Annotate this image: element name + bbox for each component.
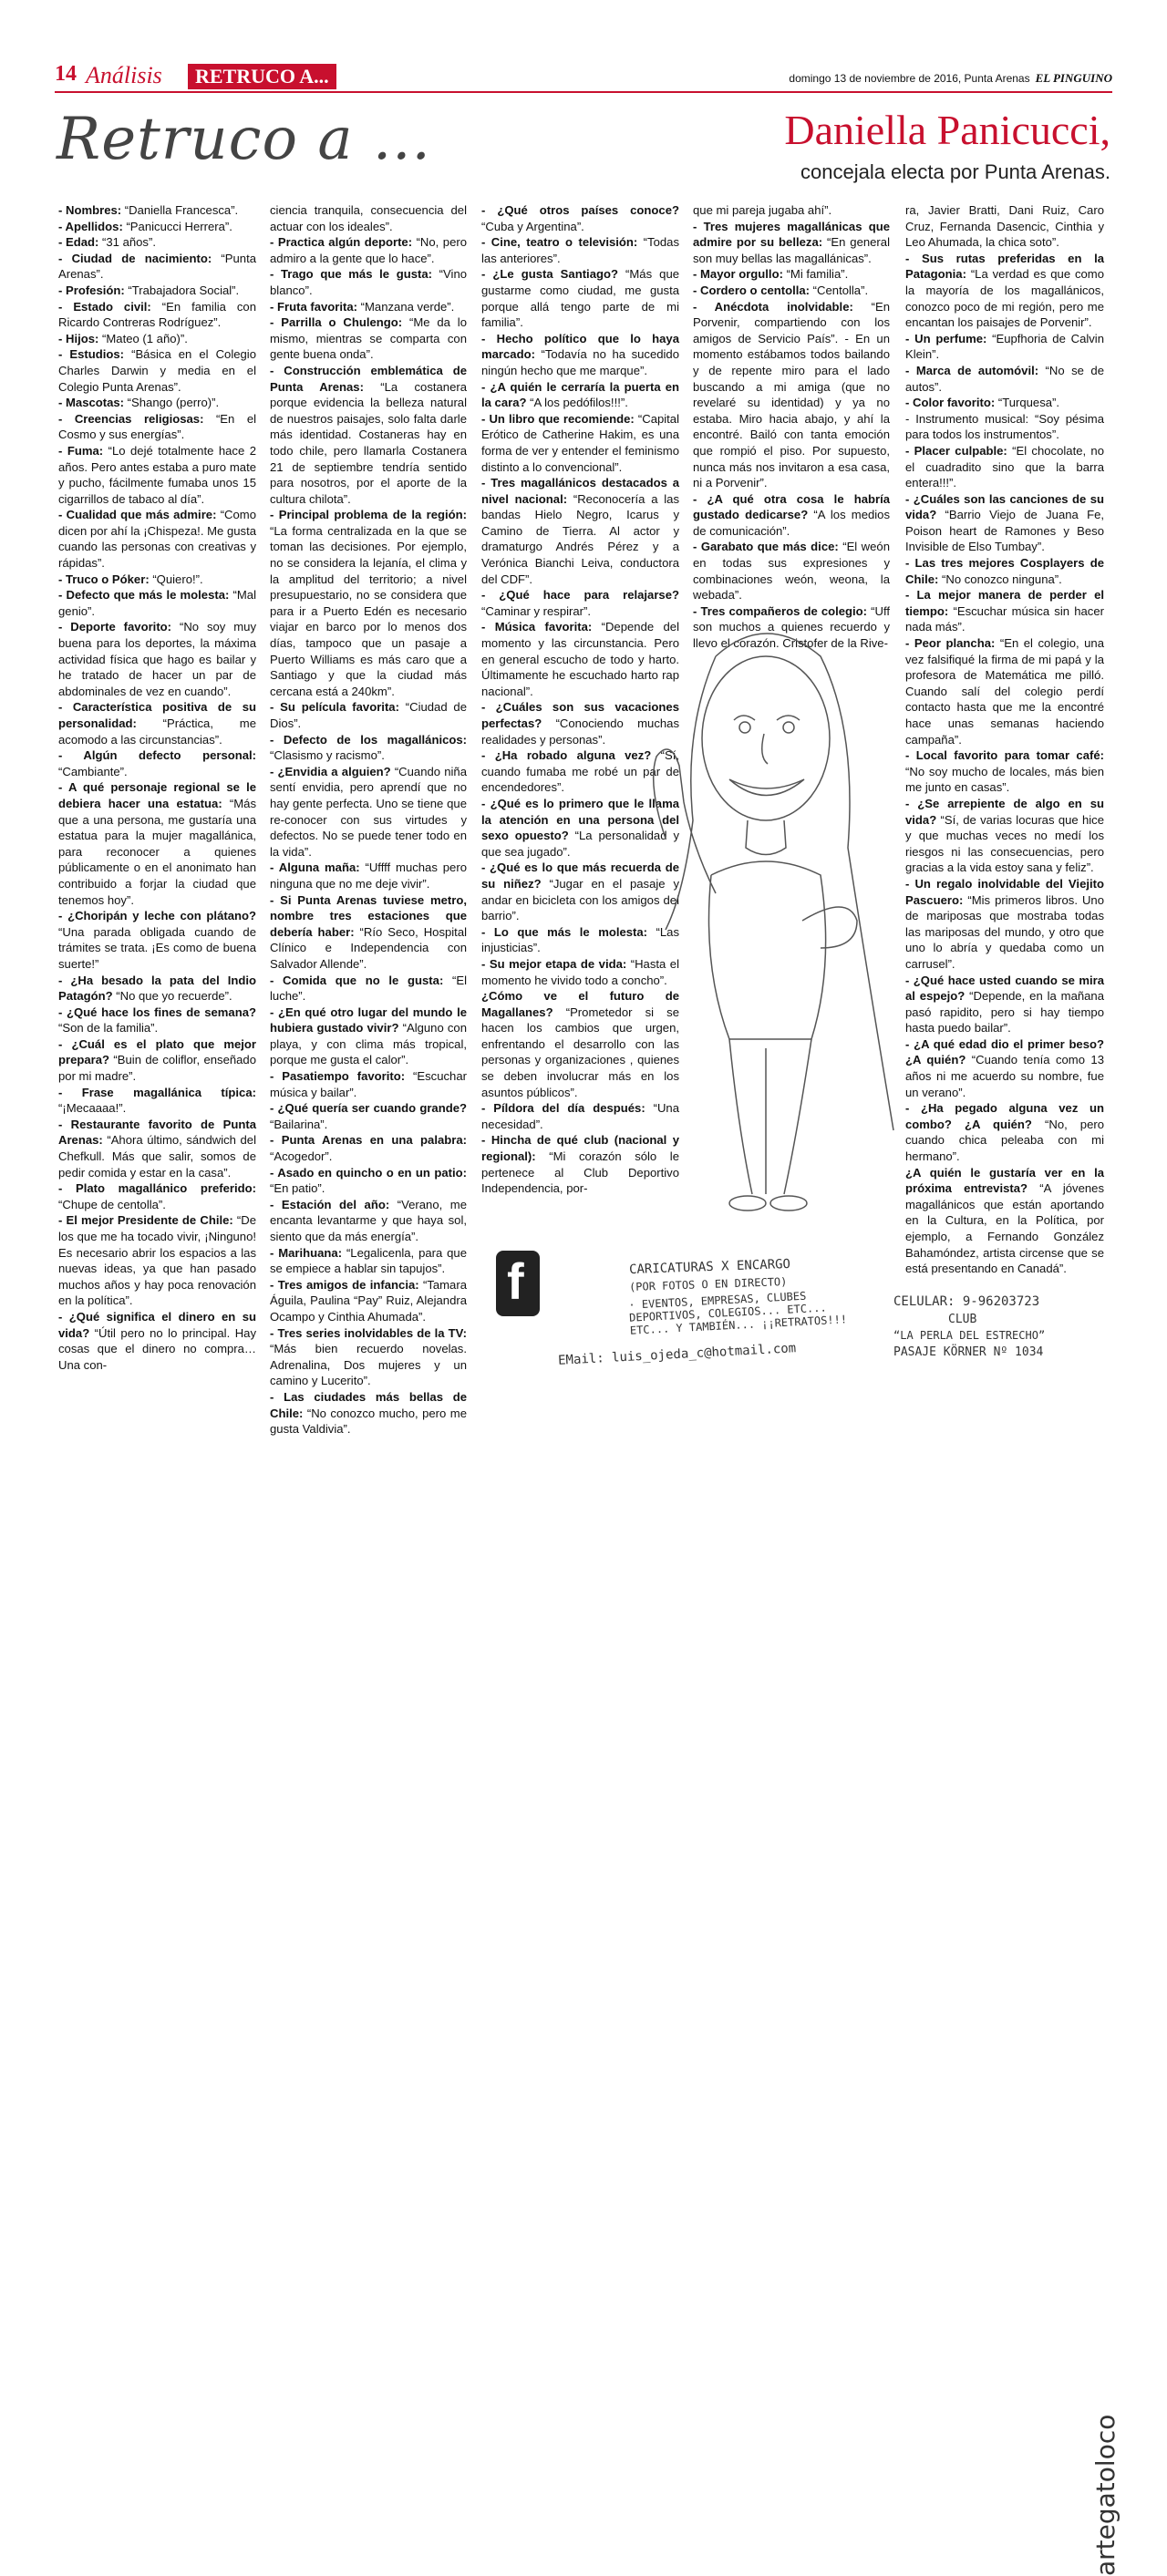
column-2	[270, 202, 467, 1437]
answer: “Punta Arenas”.	[58, 251, 256, 282]
qa-item	[58, 587, 256, 619]
question: - ¿Qué es lo que más recuerda de su niñez?	[481, 860, 679, 891]
qa-item	[693, 299, 890, 491]
answer: - Instrumento musical: “Soy pésima para todos los instrumentos”.	[905, 411, 1104, 442]
qa-item	[58, 234, 256, 251]
answer: “Conociendo muchas realidades y personas”.	[481, 716, 679, 747]
answer: “Tamara Águila, Paulina “Pay” Ruiz, Alejandra Ocampo y Cinthia Ahumada”.	[270, 1277, 467, 1324]
answer: “Hasta el momento he vivido todo a concho”.	[481, 956, 679, 987]
ad-address: PASAJE KÖRNER Nº 1034	[893, 1345, 1044, 1359]
answer: “Mal genio”.	[58, 588, 256, 618]
answer: “Sí, cuando fumaba me robé un par de encendedores”.	[481, 748, 679, 795]
answer: “En el Cosmo y sus energías”.	[58, 411, 257, 442]
caricature-illustration	[629, 620, 903, 1221]
answer: “Caminar y respirar”.	[481, 603, 592, 618]
qa-item	[905, 876, 1104, 973]
page-number: 14	[55, 62, 77, 86]
question: - Cualidad que más admire:	[58, 508, 217, 522]
qa-item	[58, 1180, 256, 1212]
answer: “Chupe de centolla”.	[58, 1197, 166, 1211]
qa-item	[58, 346, 256, 395]
answer: “No soy muy buena para los deportes, la máxima actividad física que hago es bailar y he tratado de hacer un par de abdominales de vez en cuando”.	[58, 620, 257, 698]
answer: “Las injusticias”.	[481, 924, 680, 955]
ad-club: CLUB	[948, 1313, 977, 1326]
qa-item	[58, 219, 256, 235]
answer: “Uff son muchos a quienes recuerdo y llevo el corazón. Cristofer de la Rive-	[693, 603, 891, 651]
qa-item	[481, 379, 679, 411]
qa-item	[270, 1132, 467, 1164]
answer: “Capital Erótico de Catherine Hakim, es una forma de ver y entender el feminismo distinto a lo convencional”.	[481, 411, 679, 474]
qa-item	[905, 411, 1104, 443]
question: - Marihuana:	[270, 1245, 343, 1260]
answer: “Cambiante”.	[58, 764, 128, 778]
question: - ¿Cuáles son sus vacaciones perfectas?	[481, 700, 679, 730]
question: - Tres series inolvidables de la TV:	[270, 1325, 467, 1340]
answer: “Buin de coliflor, enseñado por mi madre”.	[58, 1053, 256, 1084]
answer: ciencia tranquila, consecuencia del actuar con los ideales”.	[270, 203, 467, 233]
answer: “El chocolate, no el cuadradito sino que la barra entera!!!”.	[905, 443, 1105, 490]
answer: “La personalidad y que sea jugado”.	[481, 829, 679, 859]
qa-item	[270, 732, 467, 764]
question: - Garabato que más dice:	[693, 540, 839, 554]
ad-line-3: · EVENTOS, EMPRESAS, CLUBES DEPORTIVOS, COLEGIOS... ETC... ETC... Y TAMBIÉN... ¡¡RETRATOS!!!	[628, 1289, 848, 1337]
qa-item	[270, 973, 467, 1005]
question: - Característica positiva de su personalidad:	[58, 700, 256, 730]
section-tag: RETRUCO A...	[188, 64, 336, 89]
qa-item	[58, 411, 256, 443]
question: - ¿Ha robado alguna vez?	[481, 748, 652, 763]
qa-item	[58, 572, 256, 588]
question: - Frase magallánica típica:	[58, 1085, 256, 1099]
qa-item	[58, 1212, 256, 1309]
question: - Cordero o centolla:	[693, 283, 811, 297]
answer: “Mi corazón sólo le pertenece al Club Deportivo Independencia, por-	[481, 1149, 679, 1196]
question: - Tres compañeros de colegio:	[693, 603, 868, 618]
question: - Algún defecto personal:	[58, 748, 256, 763]
answer: “Río Seco, Hospital Clínico e Independencia con Salvador Allende”.	[270, 924, 468, 971]
answer: “Panicucci Herrera”.	[122, 219, 232, 233]
answer: “No, pero admiro a la gente que lo hace”.	[270, 235, 467, 265]
question: - A qué personaje regional se le debiera hacer una estatua:	[58, 780, 256, 810]
qa-item	[693, 491, 890, 540]
qa-item	[905, 331, 1104, 363]
question: - Trago que más le gusta:	[270, 267, 433, 282]
question: - Defecto de los magallánicos:	[270, 732, 467, 747]
answer: “En general son muy bellas las magallánicas”.	[693, 235, 890, 265]
question: - ¿Qué hace usted cuando se mira al espejo?	[905, 973, 1104, 1004]
qa-item	[58, 299, 256, 331]
question: - Profesión:	[58, 283, 125, 297]
question: - Si Punta Arenas tuviese metro, nombre tres estaciones que debería haber:	[270, 892, 467, 939]
answer: “El luche”.	[270, 973, 468, 1004]
answer: “No, pero cuando chica peleaba con mi hermano”.	[905, 1117, 1105, 1164]
question: - Un regalo inolvidable del Viejito Pascuero:	[905, 876, 1104, 907]
answer: “Más que gustarme como ciudad, me gusta porque allá tengo parte de mi familia”.	[481, 267, 680, 330]
question: - Un libro que recomiende:	[481, 411, 635, 426]
answer: “Prometedor si se hacen los cambios que urgen, enfrentando el desarrollo con las personas y organizaciones , quienes se deben involucrar más en los asuntos públicos”.	[481, 1005, 679, 1099]
answer: “No conozco ninguna”.	[938, 572, 1062, 586]
answer: “Eupfhoria de Calvin Klein”.	[905, 331, 1104, 362]
answer: “A los pedófilos!!!”.	[526, 396, 628, 410]
answer: “Todavía no ha sucedido ningún hecho que me marque”.	[481, 347, 679, 377]
question: - Principal problema de la región:	[270, 508, 467, 522]
answer: “Trabajadora Social”.	[124, 283, 240, 297]
question: - ¿En qué otro lugar del mundo le hubiera gustado vivir?	[270, 1005, 467, 1036]
question: - Píldora del día después:	[481, 1101, 645, 1116]
qa-item	[905, 635, 1104, 747]
question: - ¿A qué edad dio el primer beso? ¿A quién?	[905, 1036, 1104, 1067]
answer: “Una parada obligada cuando de trámites se trata. ¡Es como de buena suerte!”	[58, 924, 256, 971]
answer: “En familia con Ricardo Contreras Rodríguez”.	[58, 299, 256, 330]
answer: “Shango (perro)”.	[124, 396, 220, 410]
answer: “Alguno con playa, y con clima más tropical, porque me gusta el calor”.	[270, 1021, 467, 1067]
question: - ¿Ha pegado alguna vez un combo? ¿A quién?	[905, 1101, 1104, 1131]
qa-item	[270, 202, 467, 234]
qa-item	[905, 491, 1104, 555]
interviewee-role: concejala electa por Punta Arenas.	[800, 160, 1110, 183]
question: - Local favorito para tomar café:	[905, 748, 1104, 763]
ad-email: EMail: luis_ojeda_c@hotmail.com	[557, 1341, 797, 1368]
qa-item	[481, 475, 679, 587]
qa-item	[270, 1068, 467, 1100]
qa-item	[693, 539, 890, 603]
question: ¿A quién le gustaría ver en la próxima entrevista?	[905, 1165, 1104, 1196]
answer: “Turquesa”.	[995, 396, 1060, 410]
answer: “No se de autos”.	[905, 363, 1104, 394]
qa-item	[693, 283, 890, 299]
qa-item	[481, 234, 679, 266]
question: - Practica algún deporte:	[270, 235, 413, 250]
question: - Defecto que más le molesta:	[58, 588, 230, 603]
qa-item	[270, 1389, 467, 1437]
qa-item	[270, 1197, 467, 1245]
question: - Ciudad de nacimiento:	[58, 251, 212, 265]
qa-item	[58, 747, 256, 779]
answer: “Bailarina”.	[270, 1117, 328, 1131]
answer: “Depende, en la mañana pasó rapidito, pero si hay tiempo hasta puedo bailar”.	[905, 989, 1104, 1036]
answer: “Útil pero no lo principal. Hay cosas que el dinero no compra… Una con-	[58, 1325, 256, 1372]
question: - Las ciudades más bellas de Chile:	[270, 1389, 467, 1420]
question: - ¿Qué hace los fines de semana?	[58, 1005, 256, 1019]
answer: “En Porvenir, compartiendo con los amigos de Servicio País”. - En un momento estábamos todos bailando y de repente miro para el lado buscando a mi amiga (que no revelaré su identidad) y ya no estaba. Miro hacia abajo, y ahí la encontré. Bailó con tanta emoción que rompió el piso. Por supuesto, nunca más nos invitaron a esa casa, ni a Porvenir”.	[693, 299, 890, 490]
answer: “En patio”.	[270, 1181, 325, 1196]
answer: “Jugar en el pasaje y andar en bicicleta con los amigos del barrio”.	[481, 876, 679, 923]
answer: “Mi familia”.	[782, 267, 849, 282]
question: - Tres magallánicos destacados a nivel nacional:	[481, 476, 679, 506]
answer: “Escuchar música sin hacer nada más”.	[905, 603, 1104, 634]
answer: “Cuba y Argentina”.	[481, 219, 584, 233]
qa-item	[905, 395, 1104, 411]
answer: “Mis primeros libros. Uno de mariposas que mostraba todas las mariposas del mundo, y otro que uno lo abría y quedaba como un carrusel”.	[905, 892, 1104, 971]
answer: “Reconocería a las bandas Hielo Negro, Icarus y Camino de Tierra. Al actor y dramaturgo Andrés Pérez y a Verónica Bianchi Leiva, conductora del CDF”.	[481, 491, 679, 586]
question: - ¿Qué quería ser cuando grande?	[270, 1101, 467, 1116]
question: - ¿Qué otros países conoce?	[481, 203, 679, 217]
answer: “La verdad es que como la mayoría de los magallánicos, conozco poco de mi región, pero me encantan los paisajes de Porvenir”.	[905, 267, 1104, 330]
dateline	[789, 71, 1112, 86]
question: - ¿Choripán y leche con plátano?	[58, 909, 256, 923]
question: - ¿Ha besado la pata del Indio Patagón?	[58, 973, 256, 1004]
question: - Creencias religiosas:	[58, 411, 204, 426]
qa-item	[58, 619, 256, 699]
qa-item	[270, 314, 467, 363]
qa-item	[693, 219, 890, 267]
answer: “Mateo (1 año)”.	[98, 331, 188, 345]
qa-item	[693, 202, 890, 219]
answer: “No que yo recuerde”.	[112, 989, 232, 1004]
question: - ¿Envidia a alguien?	[270, 764, 391, 778]
answer: “Lo dejé totalmente hace 2 años. Pero antes estaba a puro mate y pucho, fácilmente fumaba unos 15 cigarrillos de tabaco al día”.	[58, 443, 257, 506]
question: - El mejor Presidente de Chile:	[58, 1213, 233, 1228]
qa-item	[270, 1005, 467, 1068]
ad-line-1: CARICATURAS X ENCARGO	[628, 1256, 791, 1278]
qa-item	[270, 1325, 467, 1389]
answer: “A jóvenes magallánicos que están aportando en la Cultura, en la Política, por ejemplo, a Fernando González Bahamóndez, artista circense que se está presentando en Canadá”.	[905, 1181, 1104, 1276]
answer: “A los medios de comunicación”.	[693, 508, 890, 538]
qa-item	[58, 251, 256, 283]
qa-item	[481, 331, 679, 379]
question: - Estudios:	[58, 347, 125, 362]
column-5	[905, 202, 1104, 1277]
qa-item	[58, 1005, 256, 1036]
question: - Lo que más le molesta:	[481, 924, 648, 939]
qa-item	[270, 234, 467, 266]
answer: ra, Javier Bratti, Dani Ruiz, Caro Cruz, Fernanda Dasencic, Cinthia y Leo Ahumada, la chica soto”.	[905, 203, 1104, 250]
qa-item	[270, 860, 467, 891]
answer: “De los que me ha tocado vivir, ¡Ninguno! Es necesario abrir los espacios a las nuevas ideas, ya que han pasado muchos años y hay poca renovación en la política”.	[58, 1213, 256, 1308]
question: - ¿Cuál es el plato que mejor prepara?	[58, 1036, 256, 1067]
answer: “Barrio Viejo de Juana Fe, Poison heart de Ramones y Beso Invisible de Elso Tumbay”.	[905, 508, 1104, 554]
answer: “¡Mecaaaa!”.	[58, 1101, 127, 1116]
question: - ¿Qué significa el dinero en su vida?	[58, 1309, 256, 1340]
question: - Las tres mejores Cosplayers de Chile:	[905, 556, 1104, 586]
question: - Fruta favorita:	[270, 299, 358, 314]
question: - Comida que no le gusta:	[270, 973, 444, 987]
answer: “Me da lo mismo, mientras se comparta con gente buena onda”.	[270, 315, 467, 362]
answer: “La costanera porque evidencia la belleza natural de nuestros paisajes, solo falta darle más identidad. Costaneras hay en todo chile, pero llamarla Costanera 21 de septiembre tendría sentido para nosotros, por el aporte de la cultura chilota”.	[270, 379, 467, 506]
question: - Anécdota inolvidable:	[693, 299, 853, 314]
qa-item	[270, 507, 467, 699]
question: - ¿Qué es lo primero que le llama la atención en una persona del sexo opuesto?	[481, 796, 679, 843]
question: - ¿Le gusta Santiago?	[481, 267, 618, 282]
answer: “Centolla”.	[810, 283, 869, 297]
qa-item	[693, 266, 890, 283]
question: - ¿A qué otra cosa le habría gustado dedicarse?	[693, 491, 890, 522]
question: - Parrilla o Chulengo:	[270, 315, 403, 330]
qa-item	[905, 251, 1104, 331]
qa-item	[58, 331, 256, 347]
question: - Pasatiempo favorito:	[270, 1069, 406, 1084]
question: - Estado civil:	[58, 299, 151, 314]
qa-item	[58, 1085, 256, 1117]
qa-item	[58, 1117, 256, 1180]
qa-item	[270, 892, 467, 973]
qa-item	[58, 699, 256, 747]
answer: “Cuando niña sentí envidia, pero aprendí que no hay gente perfecta. Uno se tiene que re-conocer con sus virtudes y defectos. No se puede tener todo en la vida”.	[270, 764, 467, 859]
question: - Edad:	[58, 235, 99, 250]
answer: “Ahora último, sándwich del Chefkull. Más que salir, somos de pedir comida y estar en la casa”.	[58, 1133, 256, 1180]
qa-item	[58, 908, 256, 972]
ad-phone: CELULAR: 9-96203723	[893, 1294, 1040, 1309]
question: - Plato magallánico preferido:	[58, 1181, 256, 1196]
column-1	[58, 202, 256, 1373]
answer: “31 años”.	[98, 235, 156, 250]
question: - Deporte favorito:	[58, 620, 172, 634]
answer: “Clasismo y racismo”.	[270, 748, 385, 763]
question: - Hecho político que lo haya marcado:	[481, 331, 679, 362]
qa-item	[270, 1277, 467, 1325]
qa-item	[905, 1036, 1104, 1100]
answer: “Práctica, me acomodo a las circunstancias”.	[58, 716, 256, 747]
answer: “El weón en todas sus expresiones y combinaciones weón, weona, la webada”.	[693, 540, 890, 603]
qa-item	[58, 443, 256, 507]
answer: “No conozco mucho, pero me gusta Valdivia”.	[270, 1406, 467, 1437]
question: - Apellidos:	[58, 219, 123, 233]
date-place: domingo 13 de noviembre de 2016, Punta Arenas	[789, 72, 1030, 85]
question: - Música favorita:	[481, 620, 593, 634]
answer: “Legalicenla, para que se empiece a hablar sin tapujos”.	[270, 1245, 467, 1276]
ad-club-name: “LA PERLA DEL ESTRECHO”	[893, 1329, 1046, 1342]
question: - Asado en quincho o en un patio:	[270, 1165, 467, 1180]
qa-item	[905, 363, 1104, 395]
question: - ¿Se arrepiente de algo en su vida?	[905, 796, 1104, 827]
question: - Tres mujeres magallánicas que admire por su belleza:	[693, 219, 890, 250]
question: - Mayor orgullo:	[693, 267, 783, 282]
qa-item	[905, 747, 1104, 796]
answer: “Daniella Francesca”.	[121, 203, 239, 217]
question: - Mascotas:	[58, 396, 125, 410]
qa-item	[481, 587, 679, 619]
section-name: Análisis	[86, 62, 162, 88]
question: ¿Cómo ve el futuro de Magallanes?	[481, 989, 679, 1019]
answer: que mi pareja jugaba ahí”.	[693, 203, 832, 217]
question: - Fuma:	[58, 443, 104, 458]
qa-item	[905, 973, 1104, 1036]
qa-item	[270, 363, 467, 507]
answer: “Escuchar música y bailar”.	[270, 1069, 467, 1099]
answer: “No soy mucho de locales, más bien me junto en casas”.	[905, 764, 1104, 795]
question: - Estación del año:	[270, 1197, 390, 1211]
qa-item	[481, 411, 679, 475]
question: - Hincha de qué club (nacional y regional):	[481, 1133, 679, 1164]
qa-item	[58, 1309, 256, 1373]
qa-item	[905, 796, 1104, 876]
qa-item	[58, 202, 256, 219]
answer: “Manzana verde”.	[357, 299, 455, 314]
answer: “Depende del momento y las circunstancia. Pero en general escucho de todo y harto. Últimamente he escuchado harto rap nacional”.	[481, 620, 680, 698]
qa-item	[58, 973, 256, 1005]
qa-item	[270, 299, 467, 315]
answer: “Más bien recuerdo novelas. Adrenalina, Dos mujeres y un camino y Lucerito”.	[270, 1342, 467, 1388]
qa-item	[905, 443, 1104, 491]
question: - Hijos:	[58, 331, 99, 345]
question: - Placer culpable:	[905, 443, 1007, 458]
answer: “Quiero!”.	[149, 572, 203, 586]
question: - Restaurante favorito de Punta Arenas:	[58, 1117, 256, 1148]
ad-line-2: (POR FOTOS O EN DIRECTO)	[628, 1274, 788, 1294]
qa-item	[905, 1165, 1104, 1277]
question: - Cine, teatro o televisión:	[481, 235, 638, 250]
question: - Construcción emblemática de Punta Arenas:	[270, 363, 467, 394]
answer: “Más que a una persona, me gustaría una estatua para la mujer magallánica, para reconocer a quienes públicamente o en el anonimato han contribuido a forjar la ciudad que tenemos hoy”.	[58, 796, 257, 907]
qa-item	[58, 1036, 256, 1085]
question: - ¿Cuáles son las canciones de su vida?	[905, 491, 1104, 522]
question: - La mejor manera de perder el tiempo:	[905, 588, 1104, 618]
answer: “Ciudad de Dios”.	[270, 700, 467, 730]
question: - Alguna maña:	[270, 860, 360, 875]
qa-item	[905, 555, 1104, 587]
answer: “Uffff muchas pero ninguna que no me deje vivir”.	[270, 860, 467, 891]
question: - Truco o Póker:	[58, 572, 150, 586]
qa-item	[58, 507, 256, 571]
answer: “Como dicen por ahí la ¡Chispeza!. Me gusta cuando las personas con creativas y rápidas”.	[58, 508, 256, 571]
answer: “Sí, de varias locuras que hice y que muchas veces no medí los riesgos ni las consecuencias, pero gracias a la vida estoy sana y feliz”.	[905, 812, 1104, 875]
qa-item	[58, 283, 256, 299]
column-4	[693, 202, 890, 652]
answer: “Una necesidad”.	[481, 1101, 679, 1131]
question: - Nombres:	[58, 203, 122, 217]
answer: “Todas las anteriores”.	[481, 235, 679, 265]
answer: “La forma centralizada en la que se toman las decisiones. Por ejemplo, no se considera la lejanía, el clima y la amplitud del territorio; a nivel presupuestario, no se considera que para ir a Puerto Edén es necesario viajar en barco por lo menos dos días, tampoco que un pasaje a Puerto Williams es más caro que a Santiago y que la ciudad más cercana está a 240km”.	[270, 523, 467, 698]
answer: “Verano, me encanta levantarme y que haya sol, siento que da más energía”.	[270, 1197, 468, 1243]
answer: “Cuando tenía como 13 años ni me acuerdo su nombre, fue un verano”.	[905, 1053, 1104, 1099]
page-header	[55, 60, 1112, 93]
question: - Un perfume:	[905, 331, 987, 345]
qa-item	[270, 1165, 467, 1197]
qa-item	[270, 699, 467, 731]
question: - Punta Arenas en una palabra:	[270, 1133, 467, 1148]
qa-item	[58, 779, 256, 908]
answer: “En el colegio, una vez falsifiqué la firma de mi papá y la profesora de Matemática me pilló. Cuando salí del colegio perdí contacto hasta que me la encontré hace unas semanas haciendo campaña”.	[905, 636, 1104, 747]
answer: “Vino blanco”.	[270, 267, 468, 297]
question: - Su película favorita:	[270, 700, 399, 715]
newspaper-name: EL PINGUINO	[1035, 71, 1112, 85]
script-title: Retruco a ...	[57, 106, 431, 173]
question: - Tres amigos de infancia:	[270, 1277, 419, 1292]
question: - ¿A quién le cerraría la puerta en la cara?	[481, 379, 679, 410]
question: - Su mejor etapa de vida:	[481, 956, 627, 971]
answer: “Acogedor”.	[270, 1149, 333, 1164]
question: - Sus rutas preferidas en la Patagonia:	[905, 251, 1104, 282]
qa-item	[270, 1100, 467, 1132]
qa-item	[481, 266, 679, 330]
answer: “Son de la familia”.	[58, 1021, 159, 1036]
interviewee-name: Daniella Panicucci,	[784, 107, 1110, 153]
qa-item	[58, 395, 256, 411]
qa-item	[270, 266, 467, 298]
answer: “Básica en el Colegio Charles Darwin y media en el Colegio Punta Arenas”.	[58, 347, 256, 394]
qa-item	[270, 1245, 467, 1277]
qa-item	[905, 587, 1104, 635]
facebook-logo-icon: f	[496, 1251, 540, 1316]
question: - Marca de automóvil:	[905, 363, 1039, 377]
question: - ¿Qué hace para relajarse?	[481, 588, 679, 603]
question: - Peor plancha:	[905, 636, 996, 651]
qa-item	[270, 764, 467, 860]
qa-item	[481, 202, 679, 234]
qa-item	[905, 1100, 1104, 1164]
question: - Color favorito:	[905, 396, 996, 410]
qa-item	[905, 202, 1104, 251]
